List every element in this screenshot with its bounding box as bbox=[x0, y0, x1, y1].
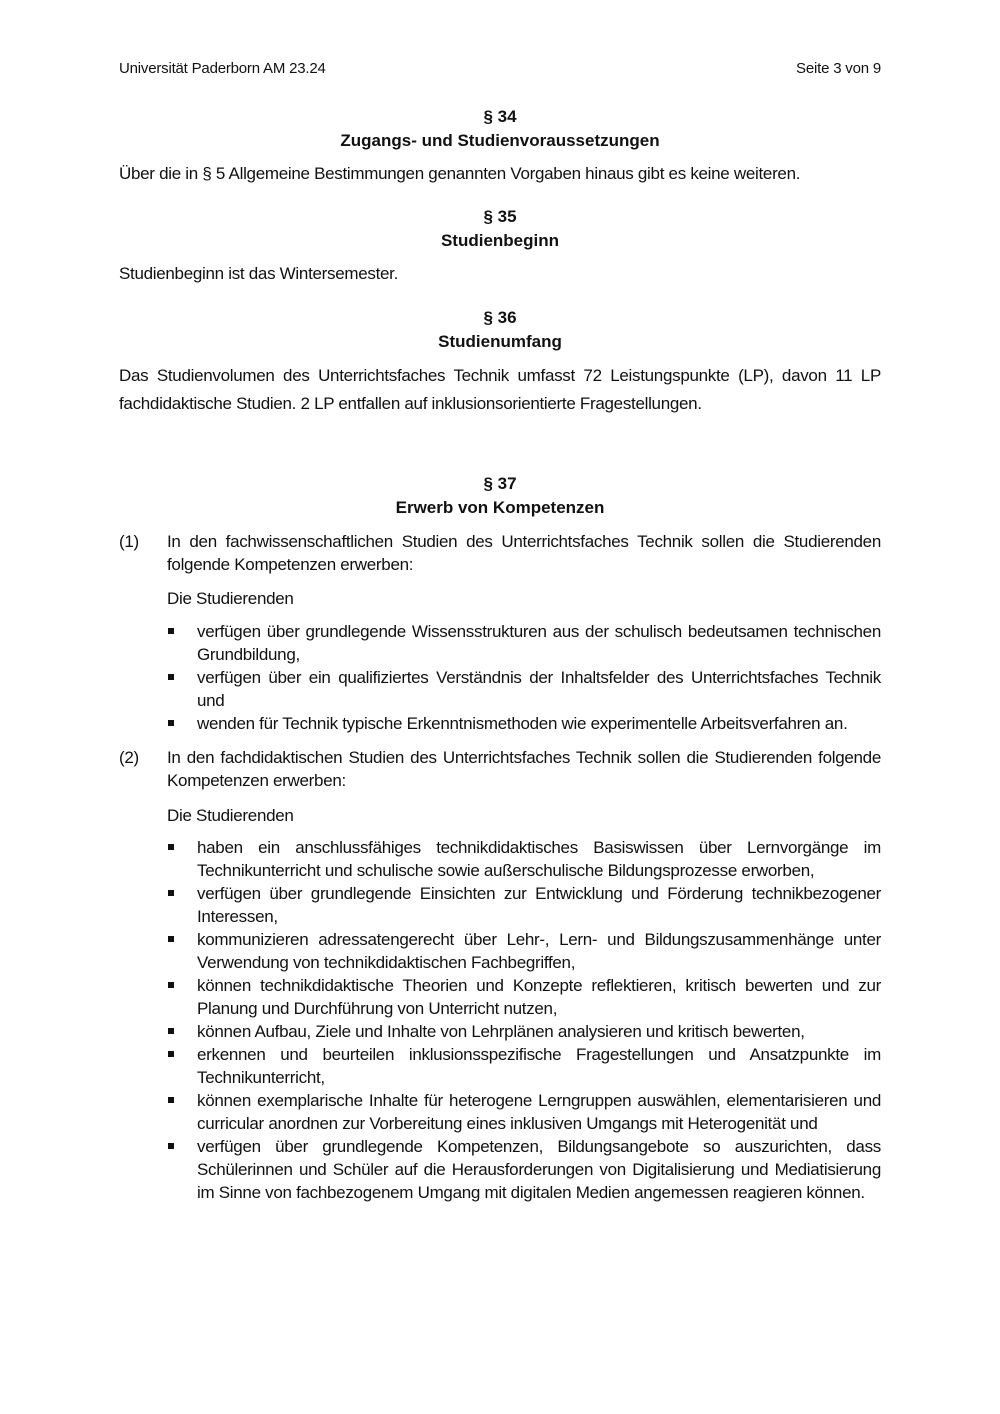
section-title: Studienumfang bbox=[438, 332, 562, 351]
paragraph-number: (2) bbox=[119, 748, 139, 767]
list-item: können technikdidaktische Theorien und Konzepte reflektieren, kritisch bewerten und zur Planung und Durchführung von Unterricht nutzen, bbox=[167, 974, 881, 1020]
square-bullet-icon bbox=[168, 936, 174, 942]
square-bullet-icon bbox=[168, 674, 174, 680]
square-bullet-icon bbox=[168, 720, 174, 726]
square-bullet-icon bbox=[168, 890, 174, 896]
square-bullet-icon bbox=[168, 982, 174, 988]
list-item: kommunizieren adressatengerecht über Lehr-, Lern- und Bildungszusammenhänge unter Verwendung von technikdidaktischen Fachbegriffen, bbox=[167, 928, 881, 974]
list-item: verfügen über grundlegende Einsichten zur Entwicklung und Förderung technikbezogener Interessen, bbox=[167, 882, 881, 928]
section-title: Erwerb von Kompetenzen bbox=[395, 498, 605, 517]
list-item: erkennen und beurteilen inklusionsspezifische Fragestellungen und Ansatzpunkte im Technikunterricht, bbox=[167, 1043, 881, 1089]
header-page-number: Seite 3 von 9 bbox=[796, 60, 881, 77]
list-item: verfügen über grundlegende Wissensstrukturen aus der schulisch bedeutsamen technischen Grundbildung, bbox=[167, 620, 881, 666]
section-35-heading bbox=[119, 205, 881, 253]
paragraph-text: In den fachdidaktischen Studien des Unterrichtsfaches Technik sollen die Studierenden folgende Kompetenzen erwerben: bbox=[167, 748, 881, 790]
section-number: § 35 bbox=[483, 207, 517, 226]
square-bullet-icon bbox=[168, 1143, 174, 1149]
square-bullet-icon bbox=[168, 1028, 174, 1034]
section-title: Studienbeginn bbox=[440, 231, 560, 250]
list-item: verfügen über grundlegende Kompetenzen, Bildungsangebote so auszurichten, dass Schülerinnen und Schüler auf die Herausforderungen von Digitalisierung und Mediatisierung im Sinne von fachbezogenem Umgang mit digitalen Medien angemessen reagieren können. bbox=[167, 1135, 881, 1204]
numbered-paragraph-1 bbox=[119, 530, 881, 576]
list-intro: Die Studierenden bbox=[167, 806, 294, 825]
list-item: können exemplarische Inhalte für heterogene Lerngruppen auswählen, elementarisieren und curricular anordnen zur Vorbereitung eines inklusiven Umgangs mit Heterogenität und bbox=[167, 1089, 881, 1135]
list-item: haben ein anschlussfähiges technikdidaktisches Basiswissen über Lernvorgänge im Technikunterricht und schulische sowie außerschulische Bildungsprozesse erworben, bbox=[167, 836, 881, 882]
list-item: können Aufbau, Ziele und Inhalte von Lehrplänen analysieren und kritisch bewerten, bbox=[167, 1020, 881, 1043]
section-number: § 34 bbox=[483, 107, 517, 126]
section-number: § 36 bbox=[483, 308, 517, 327]
section-36-text: Das Studienvolumen des Unterrichtsfaches Technik umfasst 72 Leistungspunkte (LP), davon 11 LP fachdidaktische Studien. 2 LP entfallen auf inklusionsorientierte Fragestellungen. bbox=[119, 366, 881, 413]
section-35-text: Studienbeginn ist das Wintersemester. bbox=[119, 264, 398, 283]
bullet-list-2 bbox=[167, 836, 881, 1204]
list-intro: Die Studierenden bbox=[167, 589, 294, 608]
section-34-heading bbox=[119, 105, 881, 153]
section-34-text: Über die in § 5 Allgemeine Bestimmungen genannten Vorgaben hinaus gibt es keine weiteren. bbox=[119, 164, 801, 183]
paragraph-text: In den fachwissenschaftlichen Studien des Unterrichtsfaches Technik sollen die Studierenden folgende Kompetenzen erwerben: bbox=[167, 532, 881, 574]
page-header bbox=[119, 60, 881, 77]
square-bullet-icon bbox=[168, 1051, 174, 1057]
square-bullet-icon bbox=[168, 1097, 174, 1103]
section-36-heading bbox=[119, 306, 881, 354]
square-bullet-icon bbox=[168, 844, 174, 850]
list-item: wenden für Technik typische Erkenntnismethoden wie experimentelle Arbeitsverfahren an. bbox=[167, 712, 881, 735]
numbered-paragraph-2 bbox=[119, 746, 881, 792]
square-bullet-icon bbox=[168, 628, 174, 634]
paragraph-number: (1) bbox=[119, 532, 139, 551]
header-document-id: Universität Paderborn AM 23.24 bbox=[119, 60, 326, 77]
section-title: Zugangs- und Studienvoraussetzungen bbox=[340, 131, 660, 150]
section-number: § 37 bbox=[483, 474, 517, 493]
list-item: verfügen über ein qualifiziertes Verständnis der Inhaltsfelder des Unterrichtsfaches Technik und bbox=[167, 666, 881, 712]
bullet-list-1 bbox=[167, 620, 881, 735]
section-37-heading bbox=[119, 472, 881, 520]
